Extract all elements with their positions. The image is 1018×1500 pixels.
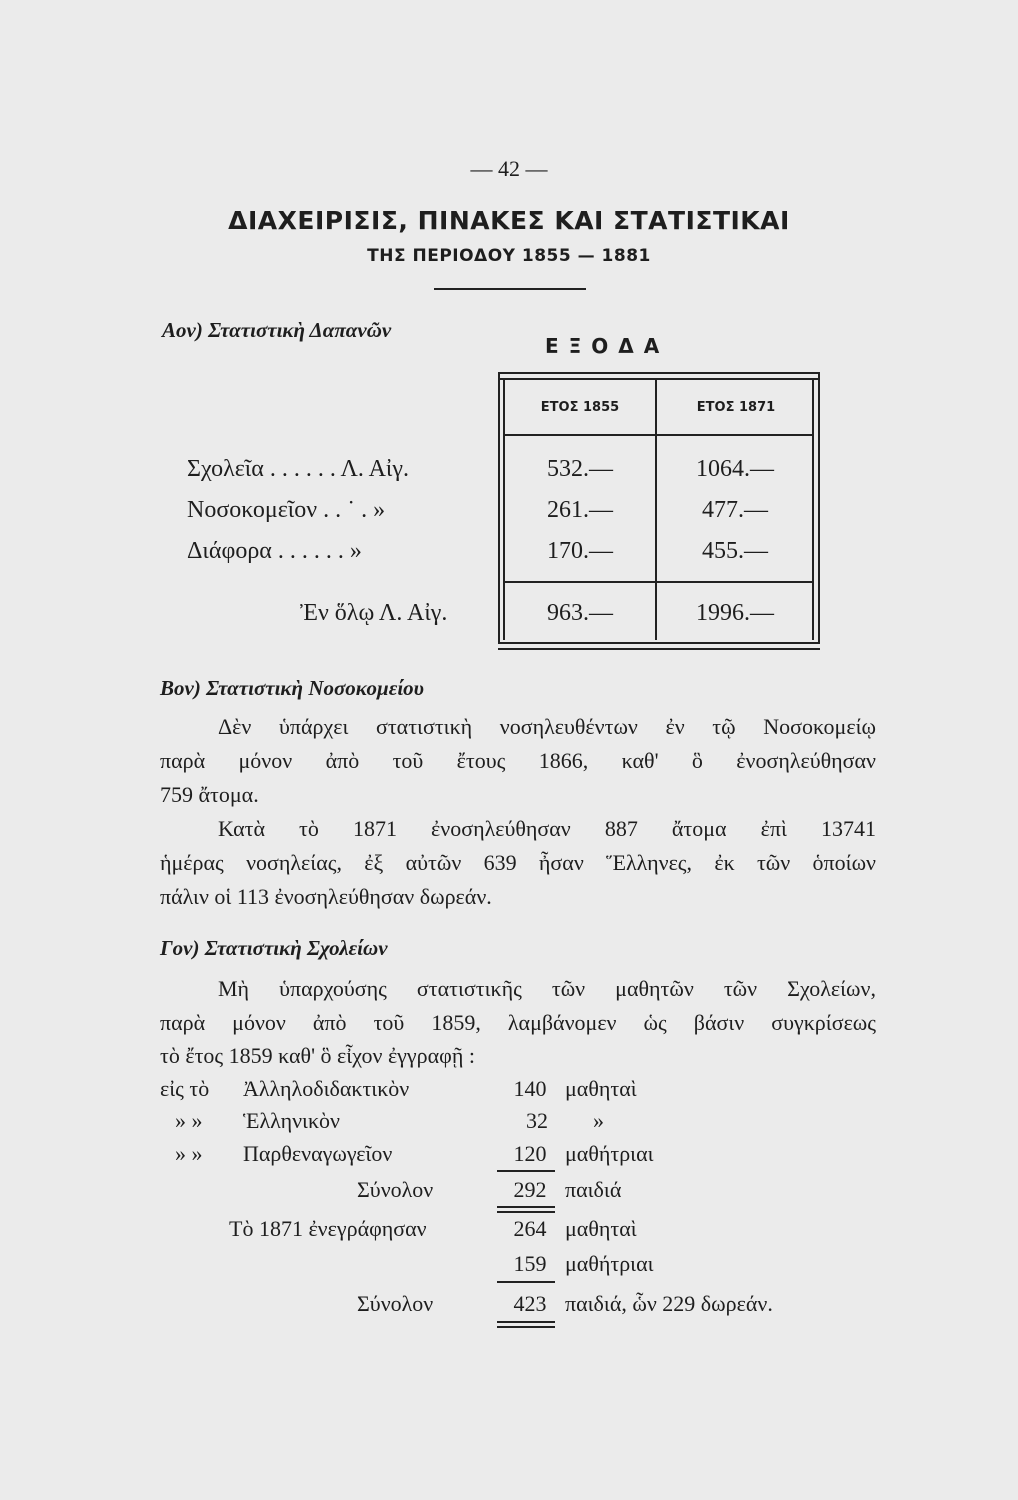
- title-divider: [434, 288, 586, 290]
- list-item-school: Ἀλληλοδιδακτικὸν: [243, 1076, 410, 1101]
- sum-count: 423: [513, 1291, 547, 1316]
- list-item-prefix: » »: [175, 1141, 203, 1166]
- section-a-heading: Αον) Στατιστικὴ Δαπανῶν: [162, 318, 392, 342]
- list-item-school: Παρθεναγωγεῖον: [243, 1141, 393, 1166]
- sum-double-rule: [497, 1321, 555, 1323]
- list-item-school: Ἑλληνικὸν: [243, 1108, 341, 1133]
- paragraph-line: Δὲν ὑπάρχει στατιστικὴ νοσηλευθέντων ἐν τῷ Νοσοκομείῳ: [218, 714, 876, 739]
- column-header-1855: ΕΤΟΣ 1855: [540, 400, 620, 415]
- table-top-rule-2: [498, 378, 820, 380]
- list-item-count: 264: [513, 1216, 547, 1241]
- table-right-rule: [812, 378, 814, 640]
- column-header-1871: ΕΤΟΣ 1871: [696, 400, 776, 415]
- paragraph-line: ἡμέρας νοσηλείας, ἐξ αὐτῶν 639 ἦσαν Ἕλληνες, ἐκ τῶν ὁποίων: [160, 850, 876, 875]
- sum-double-rule-2: [497, 1211, 555, 1213]
- sum-count: 292: [513, 1177, 547, 1202]
- cell-total-1871: 1996.—: [696, 600, 774, 626]
- paragraph-line: παρὰ μόνον ἀπὸ τοῦ ἔτους 1866, καθ' ὃ ἐνοσηλεύθησαν: [160, 748, 876, 773]
- paragraph-line: τὸ ἔτος 1859 καθ' ὃ εἶχον ἐγγραφῇ :: [160, 1043, 475, 1068]
- sum-unit: παιδιά: [565, 1177, 622, 1202]
- sum-rule: [497, 1170, 555, 1172]
- list-item-unit: »: [593, 1108, 604, 1133]
- sum-unit: παιδιά, ὧν 229 δωρεάν.: [565, 1291, 773, 1316]
- list-item-count: 140: [513, 1076, 547, 1101]
- enrollment-1871-label: Τὸ 1871 ἐνεγράφησαν: [229, 1216, 427, 1241]
- cell-hospital-1871: 477.—: [702, 497, 768, 523]
- table-bottom-rule-2: [498, 648, 820, 650]
- table-middle-rule: [655, 378, 657, 640]
- subtotal-rule: [503, 581, 814, 583]
- row-label-misc: Διάφορα . . . . . . »: [187, 538, 362, 564]
- table-top-rule: [498, 372, 820, 374]
- page-title: ΔΙΑΧΕΙΡΙΣΙΣ, ΠΙΝΑΚΕΣ ΚΑΙ ΣΤΑΤΙΣΤΙΚΑΙ: [228, 206, 790, 235]
- list-item-prefix: » »: [175, 1108, 203, 1133]
- sum-rule: [497, 1281, 555, 1283]
- sum-label: Σύνολον: [357, 1177, 434, 1202]
- paragraph-line: 759 ἄτομα.: [160, 782, 259, 807]
- paragraph-line: πάλιν οἱ 113 ἐνοσηλεύθησαν δωρεάν.: [160, 884, 492, 909]
- sum-double-rule-2: [497, 1326, 555, 1328]
- paragraph-line: Κατὰ τὸ 1871 ἐνοσηλεύθησαν 887 ἄτομα ἐπὶ 13741: [218, 816, 876, 841]
- list-item-unit: μαθήτριαι: [565, 1141, 654, 1166]
- row-label-total: Ἐν ὅλῳ Λ. Αἰγ.: [300, 600, 448, 626]
- list-item-unit: μαθηταὶ: [565, 1216, 637, 1241]
- list-item-count: 159: [513, 1251, 547, 1276]
- sum-label: Σύνολον: [357, 1291, 434, 1316]
- header-underline: [503, 434, 814, 436]
- cell-schools-1871: 1064.—: [696, 456, 774, 482]
- list-item-unit: μαθήτριαι: [565, 1251, 654, 1276]
- row-label-schools: Σχολεῖα . . . . . . Λ. Αἰγ.: [187, 456, 409, 482]
- table-right-rule-2: [818, 372, 820, 644]
- cell-misc-1871: 455.—: [702, 538, 768, 564]
- page-subtitle: ΤΗΣ ΠΕΡΙΟΔΟΥ 1855 — 1881: [367, 246, 651, 266]
- cell-misc-1855: 170.—: [547, 538, 613, 564]
- page-number: — 42 —: [470, 156, 548, 181]
- list-item-prefix: εἰς τὸ: [160, 1076, 210, 1101]
- paragraph-line: παρὰ μόνον ἀπὸ τοῦ 1859, λαμβάνομεν ὡς βάσιν συγκρίσεως: [160, 1010, 876, 1035]
- list-item-unit: μαθηταὶ: [565, 1076, 637, 1101]
- cell-hospital-1855: 261.—: [547, 497, 613, 523]
- table-title: ΕΞΟΔΑ: [545, 334, 670, 358]
- cell-schools-1855: 532.—: [547, 456, 613, 482]
- row-label-hospital: Νοσοκομεῖον . . ˙ . »: [187, 497, 386, 523]
- list-item-count: 120: [513, 1141, 547, 1166]
- cell-total-1855: 963.—: [547, 600, 613, 626]
- sum-double-rule: [497, 1206, 555, 1208]
- list-item-count: 32: [526, 1108, 548, 1133]
- table-bottom-rule: [498, 642, 820, 644]
- section-c-heading: Γον) Στατιστικὴ Σχολείων: [160, 936, 388, 960]
- paragraph-line: Μὴ ὑπαρχούσης στατιστικῆς τῶν μαθητῶν τῶν Σχολείων,: [218, 976, 876, 1001]
- table-left-rule: [498, 372, 500, 644]
- section-b-heading: Βον) Στατιστικὴ Νοσοκομείου: [160, 676, 424, 700]
